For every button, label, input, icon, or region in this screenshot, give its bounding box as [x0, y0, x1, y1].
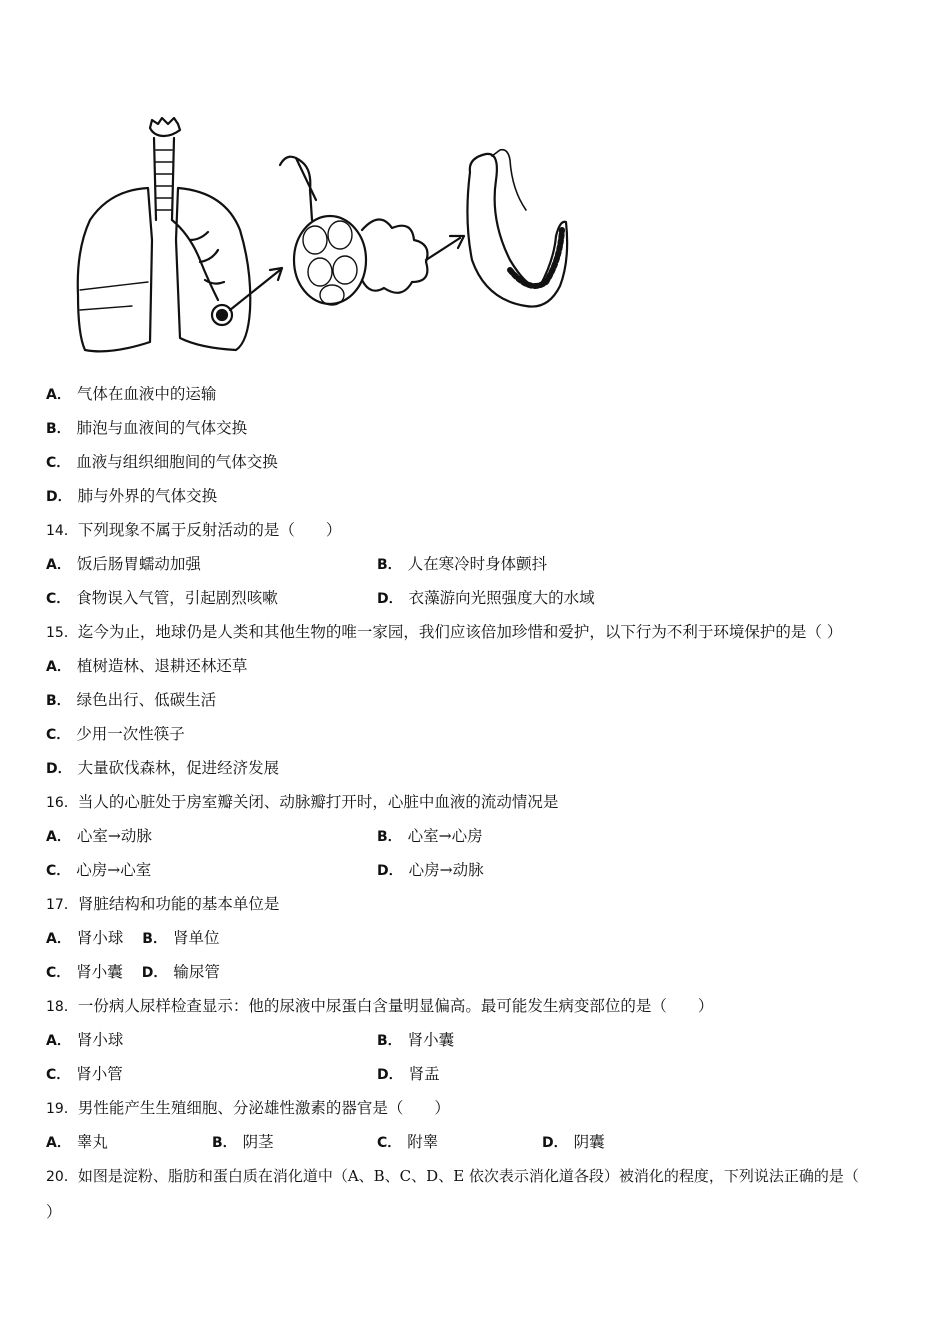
q13-option-a[interactable]: A． 气体在血液中的运输 [46, 385, 217, 403]
q15-option-b[interactable]: B． 绿色出行、低碳生活 [46, 691, 217, 709]
q17-option-c[interactable]: C． 肾小囊 [46, 963, 123, 981]
q15-option-d[interactable]: D． 大量砍伐森林，促进经济发展 [46, 759, 280, 777]
q14-option-d[interactable]: D． 衣藻游向光照强度大的水域 [377, 589, 595, 607]
q19-options-row [46, 1131, 906, 1154]
trachea [150, 118, 180, 136]
q13-option-c[interactable]: C． 血液与组织细胞间的气体交换 [46, 453, 278, 471]
q19-option-b[interactable]: B． 阴茎 [212, 1133, 274, 1151]
q18-option-d[interactable]: D． 肾盂 [377, 1065, 440, 1083]
right-lung [176, 188, 250, 350]
q16-options-row2 [46, 859, 906, 882]
left-lung [78, 188, 152, 351]
alveolus-wall [467, 154, 567, 307]
q17-options-row1 [46, 927, 219, 950]
q17-option-b[interactable]: B． 肾单位 [142, 929, 220, 947]
q16-options-row1 [46, 825, 906, 848]
q18-option-a[interactable]: A． 肾小球 [46, 1031, 124, 1049]
q13-option-b[interactable]: B． 肺泡与血液间的气体交换 [46, 419, 248, 437]
q14-option-a[interactable]: A． 饭后肠胃蠕动加强 [46, 555, 201, 573]
q19-option-c[interactable]: C． 附睾 [377, 1133, 439, 1151]
q15-option-c[interactable]: C． 少用一次性筷子 [46, 725, 185, 743]
respiratory-figure [40, 110, 580, 365]
q13-option-d[interactable]: D． 肺与外界的气体交换 [46, 487, 218, 505]
q15-stem: 15．迄今为止，地球仍是人类和其他生物的唯一家园，我们应该倍加珍惜和爱护，以下行为不利于环境保护的是（ ） [46, 623, 843, 641]
q19-option-a[interactable]: A． 睾丸 [46, 1133, 108, 1151]
q15-option-a[interactable]: A． 植树造林、退耕还林还草 [46, 657, 248, 675]
q18-options-row1 [46, 1029, 906, 1052]
q20-stem: 20．如图是淀粉、脂肪和蛋白质在消化道中（A、B、C、D、E 依次表示消化道各段）被消化的程度，下列说法正确的是（ [46, 1167, 859, 1185]
q14-option-b[interactable]: B． 人在寒冷时身体颤抖 [377, 555, 548, 573]
q16-option-b[interactable]: B． 心室→心房 [377, 827, 483, 845]
q14-option-c[interactable]: C． 食物误入气管，引起剧烈咳嗽 [46, 589, 278, 607]
q16-option-a[interactable]: A． 心室→动脉 [46, 827, 152, 845]
q18-stem: 18．一份病人尿样检查显示：他的尿液中尿蛋白含量明显偏高。最可能发生病变部位的是（ ） [46, 997, 714, 1015]
q17-option-d[interactable]: D． 输尿管 [141, 963, 220, 981]
q18-options-row2 [46, 1063, 906, 1086]
q14-options-row2 [46, 587, 906, 610]
q14-options-row1 [46, 553, 906, 576]
q19-option-d[interactable]: D． 阴囊 [542, 1133, 605, 1151]
q18-option-b[interactable]: B． 肾小囊 [377, 1031, 455, 1049]
q20-stem-continued: ） [46, 1203, 62, 1221]
q17-option-a[interactable]: A． 肾小球 [46, 929, 124, 947]
q14-stem: 14．下列现象不属于反射活动的是（ ） [46, 521, 342, 539]
q18-option-c[interactable]: C． 肾小管 [46, 1065, 123, 1083]
q16-option-c[interactable]: C． 心房→心室 [46, 861, 152, 879]
q19-stem: 19．男性能产生生殖细胞、分泌雄性激素的器官是（ ） [46, 1099, 450, 1117]
q17-stem: 17．肾脏结构和功能的基本单位是 [46, 895, 280, 913]
q17-options-row2 [46, 961, 220, 984]
q16-option-d[interactable]: D． 心房→动脉 [377, 861, 484, 879]
alveoli-cluster [294, 216, 366, 304]
q16-stem: 16．当人的心脏处于房室瓣关闭、动脉瓣打开时，心脏中血液的流动情况是 [46, 793, 559, 811]
